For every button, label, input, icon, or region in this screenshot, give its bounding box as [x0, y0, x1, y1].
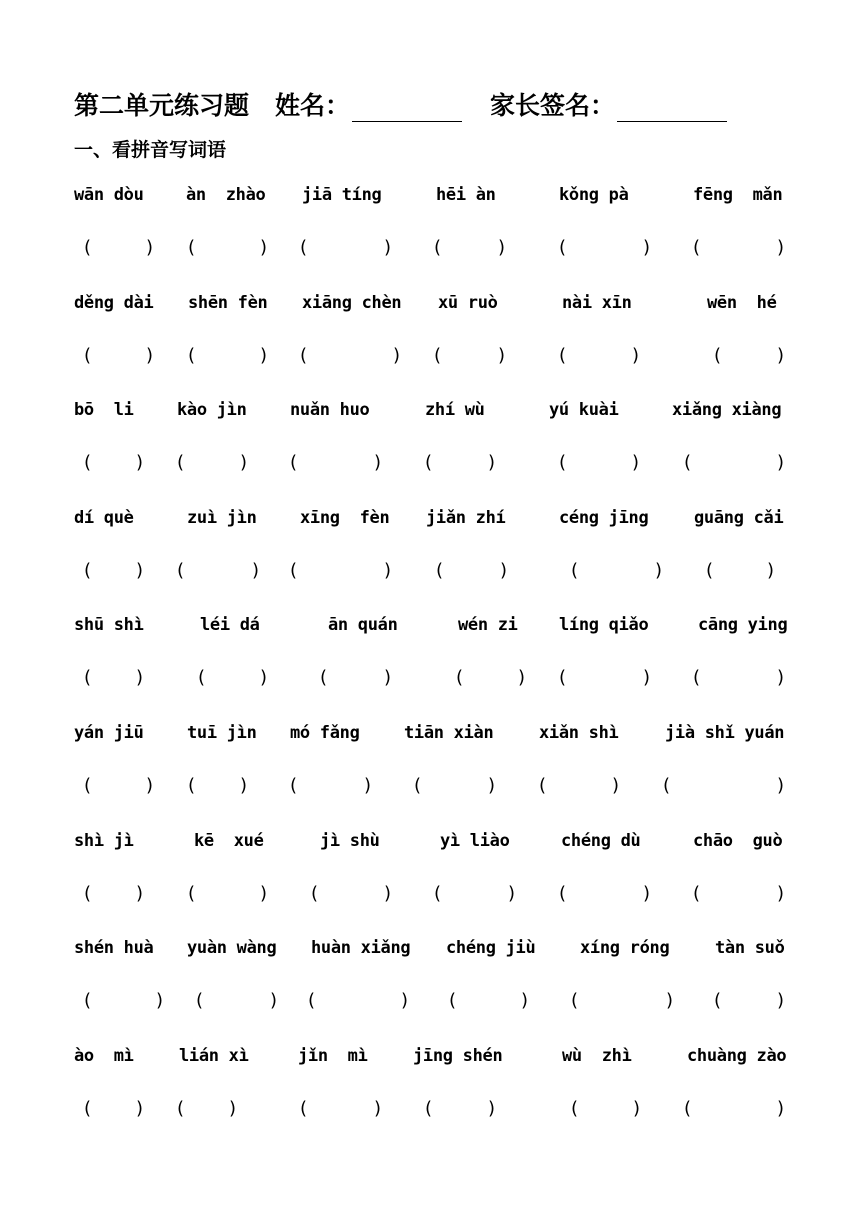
answer-paren-close: ) — [260, 667, 268, 689]
answer-paren-close: ) — [777, 452, 785, 474]
answer-row — [0, 667, 860, 693]
pinyin-word: tàn suǒ — [715, 938, 785, 959]
answer-blank[interactable] — [724, 345, 775, 369]
pinyin-word: cāng ying — [698, 615, 788, 636]
answer-paren-close: ) — [136, 452, 144, 474]
answer-paren-open: ( — [559, 344, 567, 366]
answer-blank[interactable] — [318, 990, 399, 1014]
answer-paren-open: ( — [320, 667, 328, 689]
answer-paren-open: ( — [84, 775, 92, 796]
pinyin-word: xīng fèn — [300, 507, 390, 528]
pinyin-word: tiān xiàn — [404, 723, 494, 743]
answer-paren-open: ( — [84, 559, 92, 581]
answer-paren-open: ( — [188, 344, 196, 366]
parent-signature-label: 家长签名： — [490, 91, 616, 120]
pinyin-word: chéng dù — [561, 830, 641, 851]
pinyin-row — [0, 1046, 860, 1072]
answer-paren-close: ) — [500, 559, 508, 581]
pinyin-row — [0, 723, 860, 749]
pinyin-word: hēi àn — [436, 185, 496, 205]
answer-blank[interactable] — [187, 452, 238, 476]
pinyin-word: shū shì — [74, 615, 144, 636]
pinyin-word: guāng cǎi — [694, 507, 784, 528]
answer-paren-close: ) — [612, 775, 620, 796]
pinyin-word: dí què — [74, 507, 134, 528]
pinyin-word: shēn fèn — [188, 292, 268, 313]
pinyin-word: yì liào — [440, 830, 510, 851]
answer-paren-open: ( — [434, 344, 442, 366]
answer-paren-open: ( — [539, 775, 547, 796]
answer-blank[interactable] — [569, 667, 641, 691]
pinyin-row — [0, 185, 860, 211]
answer-paren-close: ) — [777, 667, 785, 689]
pinyin-word: líng qiǎo — [559, 615, 649, 636]
pinyin-word: wēn hé — [707, 292, 777, 313]
answer-paren-close: ) — [146, 775, 154, 796]
pinyin-word: fēng mǎn — [693, 185, 783, 205]
pinyin-word: jià shǐ yuán — [665, 723, 785, 743]
answer-blank[interactable] — [724, 990, 775, 1014]
pinyin-word: huàn xiǎng — [311, 938, 411, 959]
answer-blank[interactable] — [703, 667, 775, 691]
answer-blank[interactable] — [569, 452, 630, 476]
answer-paren-open: ( — [311, 882, 319, 904]
answer-blank[interactable] — [198, 775, 238, 799]
answer-paren-close: ) — [633, 1097, 641, 1119]
answer-row — [0, 1098, 860, 1124]
answer-paren-close: ) — [488, 452, 496, 474]
answer-paren-close: ) — [136, 1097, 144, 1119]
answer-paren-close: ) — [777, 990, 785, 1012]
pinyin-word: kào jìn — [177, 400, 247, 421]
pinyin-word: jiā tíng — [302, 185, 382, 205]
answer-paren-close: ) — [260, 344, 268, 366]
answer-blank[interactable] — [310, 237, 382, 261]
answer-paren-open: ( — [290, 452, 298, 474]
answer-blank[interactable] — [703, 237, 775, 261]
answer-paren-open: ( — [177, 559, 185, 581]
answer-blank[interactable] — [716, 560, 765, 584]
pinyin-word: yán jiū — [74, 723, 144, 743]
answer-paren-close: ) — [364, 775, 372, 796]
pinyin-word: xū ruò — [438, 292, 498, 313]
pinyin-row — [0, 831, 860, 857]
pinyin-word: chuàng zào — [687, 1045, 787, 1066]
answer-blank[interactable] — [581, 560, 653, 584]
answer-blank[interactable] — [94, 775, 144, 799]
answer-blank[interactable] — [459, 990, 519, 1014]
answer-paren-close: ) — [498, 237, 506, 258]
pinyin-word: céng jīng — [559, 507, 649, 528]
answer-paren-close: ) — [643, 882, 651, 904]
pinyin-word: wén zi — [458, 615, 518, 636]
pinyin-word: xiǎn shì — [539, 723, 619, 743]
answer-paren-open: ( — [436, 559, 444, 581]
answer-blank[interactable] — [673, 775, 775, 799]
pinyin-word: àn zhào — [186, 185, 266, 205]
pinyin-row — [0, 293, 860, 319]
pinyin-word: tuī jìn — [187, 723, 257, 743]
pinyin-word: děng dài — [74, 292, 154, 313]
answer-paren-close: ) — [521, 990, 529, 1012]
answer-blank[interactable] — [300, 452, 372, 476]
pinyin-word: jì shù — [320, 830, 380, 851]
pinyin-word: ān quán — [328, 615, 398, 636]
pinyin-word: xíng róng — [580, 938, 670, 959]
answer-paren-close: ) — [666, 990, 674, 1012]
answer-paren-open: ( — [308, 990, 316, 1012]
answer-blank[interactable] — [94, 345, 144, 369]
answer-paren-open: ( — [84, 990, 92, 1012]
answer-blank[interactable] — [444, 237, 496, 261]
answer-blank[interactable] — [206, 990, 268, 1014]
answer-blank[interactable] — [694, 1098, 775, 1122]
worksheet-title: 第二单元练习题 — [74, 91, 250, 120]
answer-paren-close: ) — [252, 559, 260, 581]
answer-blank[interactable] — [581, 990, 664, 1014]
answer-blank[interactable] — [569, 237, 641, 261]
answer-paren-open: ( — [714, 344, 722, 366]
answer-paren-close: ) — [518, 667, 526, 689]
answer-paren-close: ) — [777, 882, 785, 904]
answer-paren-open: ( — [559, 237, 567, 258]
pinyin-word: nài xīn — [562, 292, 632, 313]
answer-blank[interactable] — [94, 1098, 134, 1122]
answer-blank[interactable] — [694, 452, 775, 476]
pinyin-word: zhí wù — [425, 400, 485, 421]
answer-paren-open: ( — [706, 559, 714, 581]
answer-paren-close: ) — [374, 452, 382, 474]
pinyin-word: yuàn wàng — [187, 938, 277, 959]
pinyin-word: léi dá — [200, 615, 260, 636]
answer-blank[interactable] — [187, 1098, 227, 1122]
answer-paren-close: ) — [643, 237, 651, 258]
answer-paren-open: ( — [559, 882, 567, 904]
answer-paren-close: ) — [632, 452, 640, 474]
pinyin-row — [0, 508, 860, 534]
answer-blank[interactable] — [466, 667, 516, 691]
answer-paren-close: ) — [260, 882, 268, 904]
answer-blank[interactable] — [321, 883, 382, 907]
answer-row — [0, 883, 860, 909]
answer-blank[interactable] — [444, 345, 496, 369]
answer-paren-open: ( — [693, 882, 701, 904]
answer-paren-open: ( — [684, 1097, 692, 1119]
answer-blank[interactable] — [446, 560, 498, 584]
answer-paren-open: ( — [663, 775, 671, 796]
answer-blank[interactable] — [310, 1098, 372, 1122]
answer-paren-close: ) — [240, 775, 248, 796]
answer-paren-close: ) — [777, 344, 785, 366]
pinyin-word: jǐn mì — [298, 1045, 368, 1066]
answer-paren-close: ) — [240, 452, 248, 474]
pinyin-word: shén huà — [74, 938, 154, 959]
answer-blank[interactable] — [94, 667, 134, 691]
answer-row — [0, 237, 860, 263]
answer-paren-open: ( — [84, 452, 92, 474]
parent-signature-blank[interactable] — [617, 97, 727, 122]
answer-blank[interactable] — [549, 775, 610, 799]
answer-paren-open: ( — [84, 667, 92, 689]
answer-paren-open: ( — [456, 667, 464, 689]
answer-blank[interactable] — [198, 237, 258, 261]
answer-paren-close: ) — [508, 882, 516, 904]
answer-paren-open: ( — [571, 990, 579, 1012]
answer-paren-open: ( — [177, 452, 185, 474]
answer-paren-open: ( — [84, 1097, 92, 1119]
answer-paren-close: ) — [767, 559, 775, 581]
answer-paren-open: ( — [434, 237, 442, 258]
pinyin-word: lián xì — [179, 1045, 249, 1066]
answer-blank[interactable] — [424, 775, 486, 799]
answer-paren-open: ( — [300, 237, 308, 258]
pinyin-word: ào mì — [74, 1045, 134, 1066]
answer-blank[interactable] — [198, 883, 258, 907]
answer-paren-close: ) — [488, 775, 496, 796]
answer-paren-close: ) — [270, 990, 278, 1012]
answer-paren-open: ( — [84, 882, 92, 904]
pinyin-row — [0, 938, 860, 964]
answer-paren-open: ( — [188, 237, 196, 258]
answer-row — [0, 560, 860, 586]
answer-paren-close: ) — [136, 559, 144, 581]
answer-paren-open: ( — [684, 452, 692, 474]
answer-paren-open: ( — [693, 237, 701, 258]
answer-paren-close: ) — [136, 882, 144, 904]
answer-paren-open: ( — [449, 990, 457, 1012]
answer-paren-open: ( — [188, 882, 196, 904]
answer-blank[interactable] — [581, 1098, 631, 1122]
answer-row — [0, 775, 860, 801]
answer-blank[interactable] — [569, 345, 630, 369]
pinyin-word: wù zhì — [562, 1045, 632, 1066]
answer-paren-close: ) — [498, 344, 506, 366]
answer-paren-close: ) — [777, 775, 785, 796]
answer-blank[interactable] — [94, 452, 134, 476]
answer-blank[interactable] — [435, 452, 486, 476]
pinyin-word: chāo guò — [693, 830, 783, 851]
answer-paren-close: ) — [384, 882, 392, 904]
answer-blank[interactable] — [208, 667, 258, 691]
answer-blank[interactable] — [300, 775, 362, 799]
answer-paren-close: ) — [401, 990, 409, 1012]
answer-blank[interactable] — [330, 667, 382, 691]
answer-paren-close: ) — [374, 1097, 382, 1119]
answer-paren-open: ( — [571, 559, 579, 581]
answer-paren-open: ( — [188, 775, 196, 796]
pinyin-word: xiǎng xiàng — [672, 400, 782, 421]
pinyin-word: shì jì — [74, 830, 134, 851]
answer-paren-open: ( — [300, 344, 308, 366]
answer-paren-open: ( — [414, 775, 422, 796]
answer-paren-close: ) — [643, 667, 651, 689]
answer-blank[interactable] — [94, 990, 154, 1014]
answer-paren-close: ) — [136, 667, 144, 689]
answer-blank[interactable] — [198, 345, 258, 369]
answer-paren-open: ( — [84, 237, 92, 258]
pinyin-word: kē xué — [194, 830, 264, 851]
answer-paren-close: ) — [393, 344, 401, 366]
answer-paren-open: ( — [84, 344, 92, 366]
answer-paren-close: ) — [146, 344, 154, 366]
answer-blank[interactable] — [310, 345, 391, 369]
answer-paren-close: ) — [655, 559, 663, 581]
answer-blank[interactable] — [94, 237, 144, 261]
answer-blank[interactable] — [703, 883, 775, 907]
pinyin-word: chéng jiù — [446, 938, 536, 959]
answer-blank[interactable] — [94, 560, 134, 584]
answer-paren-close: ) — [488, 1097, 496, 1119]
pinyin-word: jīng shén — [413, 1045, 503, 1066]
answer-paren-open: ( — [198, 667, 206, 689]
answer-paren-open: ( — [290, 559, 298, 581]
name-blank[interactable] — [352, 97, 462, 122]
answer-blank[interactable] — [300, 560, 382, 584]
answer-blank[interactable] — [435, 1098, 486, 1122]
pinyin-word: jiǎn zhí — [426, 507, 506, 528]
answer-row — [0, 990, 860, 1016]
answer-blank[interactable] — [94, 883, 134, 907]
answer-paren-open: ( — [559, 452, 567, 474]
answer-paren-open: ( — [425, 1097, 433, 1119]
answer-paren-open: ( — [559, 667, 567, 689]
answer-paren-open: ( — [290, 775, 298, 796]
answer-paren-open: ( — [434, 882, 442, 904]
answer-paren-close: ) — [260, 237, 268, 258]
answer-paren-close: ) — [384, 667, 392, 689]
answer-blank[interactable] — [444, 883, 506, 907]
answer-paren-open: ( — [177, 1097, 185, 1119]
pinyin-row — [0, 400, 860, 426]
answer-paren-close: ) — [384, 237, 392, 258]
pinyin-word: kǒng pà — [559, 185, 629, 205]
pinyin-word: zuì jìn — [187, 507, 257, 528]
answer-paren-close: ) — [156, 990, 164, 1012]
pinyin-word: bō li — [74, 400, 134, 421]
answer-blank[interactable] — [569, 883, 641, 907]
answer-paren-open: ( — [693, 667, 701, 689]
pinyin-row — [0, 615, 860, 641]
answer-paren-close: ) — [229, 1097, 237, 1119]
section-title: 一、看拼音写词语 — [74, 139, 227, 161]
answer-paren-open: ( — [714, 990, 722, 1012]
pinyin-word: nuǎn huo — [290, 400, 370, 421]
answer-paren-close: ) — [384, 559, 392, 581]
answer-row — [0, 345, 860, 371]
answer-paren-open: ( — [300, 1097, 308, 1119]
answer-paren-close: ) — [777, 237, 785, 258]
pinyin-word: mó fǎng — [290, 723, 360, 743]
pinyin-word: wān dòu — [74, 185, 144, 205]
answer-row — [0, 452, 860, 478]
pinyin-word: xiāng chèn — [302, 292, 402, 313]
pinyin-word: yú kuài — [549, 400, 619, 421]
answer-paren-open: ( — [571, 1097, 579, 1119]
answer-paren-close: ) — [146, 237, 154, 258]
answer-blank[interactable] — [187, 560, 250, 584]
answer-paren-open: ( — [196, 990, 204, 1012]
answer-paren-close: ) — [632, 344, 640, 366]
worksheet-header — [74, 82, 727, 122]
answer-paren-open: ( — [425, 452, 433, 474]
name-label: 姓名： — [275, 91, 351, 120]
answer-paren-close: ) — [777, 1097, 785, 1119]
